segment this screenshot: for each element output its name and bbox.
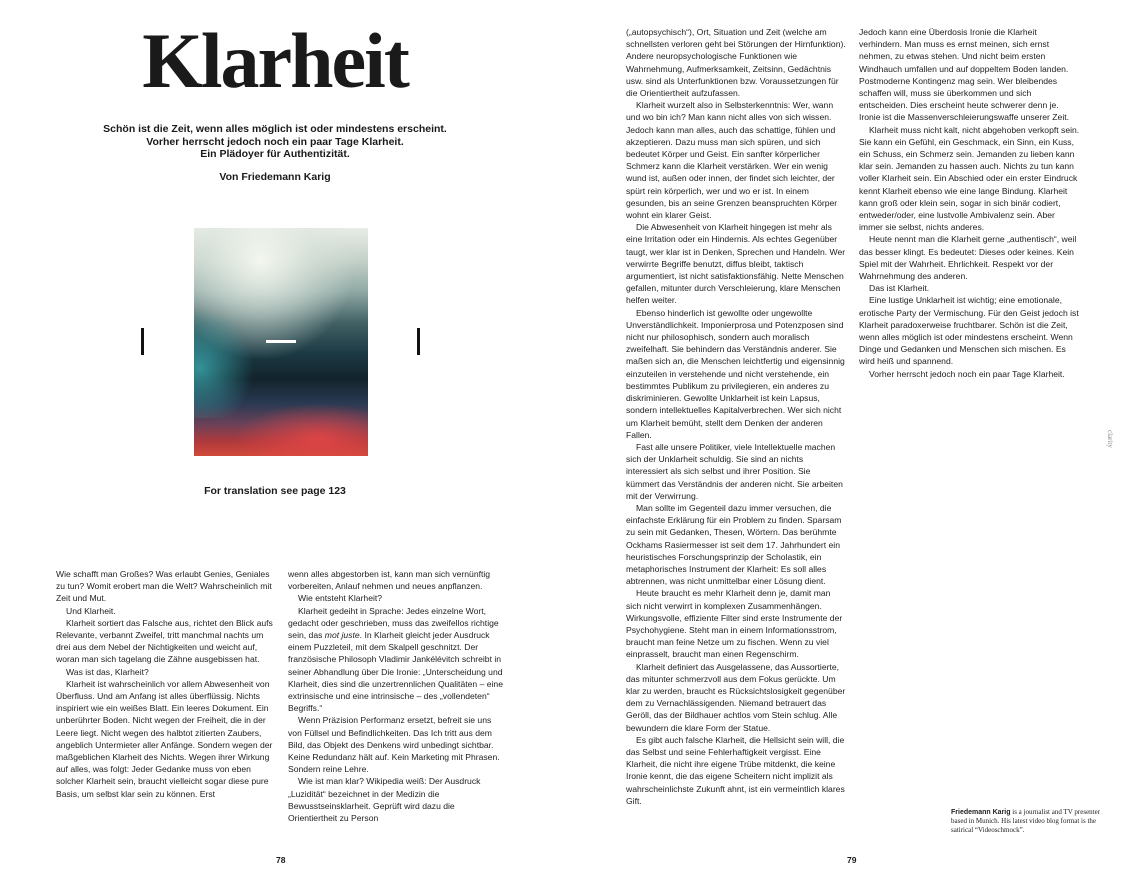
byline: Von Friedemann Karig [219,171,331,183]
paragraph: Klarheit definiert das Ausgelassene, das Aussortierte, das mitunter schmerzvoll aus dem Fokus gerückte. Um klar zu werden, braucht es Rücksichtslosigkeit gegenüber dem zu Vernachlässigenden. Niemand betrauert das Geröll, das der Bildhauer achtlos vom Stein schlug. Alle bewundern die klare Form der Statue. [626,661,846,733]
paragraph: Klarheit wurzelt also in Selbsterkenntnis: Wer, wann und wo bin ich? Man kann nicht alles von sich wissen. Jedoch kann man alles, auch das schattige, fühlen und akzeptieren. Dazu muss man sich spüren, und sich bedeutet Körper und Geist. Ein sanfter körperlicher Schmerz kann die Klarheit verstärken. Wer ein wenig wund ist, außen oder innen, der findet sich leichter, der spürt rein körperlich, wer und wo er ist. In einem gesunden, bis an seine Grenzen beanspruchten Körper wohnt ein klarer Geist. [626,100,838,221]
paragraph: Klarheit gedeiht in Sprache: Jedes einzelne Wort, gedacht oder geschrieben, muss das zweifellos richtige sein, das mot juste. In Klarheit gleicht jeder Ausdruck einem Puzzleteil, mit dem Skalpell geschnitzt. Der französische Philosoph Vladimir Jankélévitch schreibt in seiner Abhandlung über Die Ironie: „Unterscheidung und Klarheit, dies sind die unzertrennlichen Qualitäten – eine extrinsische und eine intrinsische – des „vollendeten“ Begriffs.“ [288,605,503,714]
page-number-left: 78 [276,855,286,865]
article-lede [100,123,450,161]
author-bio-text: is a journalist and TV presenter based in Munich. His latest video blog format is the satirical “Videoschmock”. [951,808,1101,834]
paragraph: Klarheit sortiert das Falsche aus, richtet den Blick aufs Relevante, verbannt Zweifel, tritt manchmal nachts um drei aus dem Nebel der Nichtigkeiten und weicht auf, woran man sich tagelang die Zähne ausgebissen hat. [56,617,273,665]
side-tag: clarity [1106,430,1114,448]
left-column-1 [56,568,274,800]
paragraph: Man sollte im Gegenteil dazu immer versuchen, die einfachste Erklärung für ein Problem zu finden. Sparsam zu sein mit Gedanken, Thesen, Wörtern. Das berühmte Ockhams Rasiermesser ist seit dem 17. Jahrhundert ein heuristisches Forschungsprinzip der Scholastik, ein metaphorisches Instrument der Klarheit: Es soll alles abtrennen, was nicht unmittelbar einer Lösung dient. [626,502,842,587]
paragraph: Fast alle unsere Politiker, viele Intellektuelle machen sich der Unklarheit schuldig. Sie sind an nichts interessiert als sich selbst und ihrer Position. Sie kümmert das Verständnis der anderen nicht. Sie arbeiten mit der Verwirrung. [626,441,843,501]
emphasis: mot juste [324,630,360,641]
lede-line: Ein Plädoyer für Authentizität. [200,148,350,160]
page-number-right: 79 [847,855,857,865]
paragraph: Und Klarheit. [66,605,116,616]
paragraph: Was ist das, Klarheit? [66,666,149,677]
right-column-2 [859,26,1081,380]
paragraph: Heute nennt man die Klarheit gerne „authentisch“, weil das besser klingt. Es bedeutet: Dieses oder keines. Kein Spiel mit der Wahrheit. Ehrlichkeit. Respekt vor der Wahrnehmung des anderen. [859,234,1077,282]
paragraph: Eine lustige Unklarheit ist wichtig; eine emotionale, erotische Party der Vermischung. Für den Geist jedoch ist Klarheit paradoxerweise fruchtbarer. Schön ist die Zeit, wenn alles möglich ist oder mindestens erscheint. Wenn Dinge und Gedanken und Menschen sich mischen. Es wird heiß und spannend. [859,295,1079,367]
paragraph: Klarheit ist wahrscheinlich vor allem Abwesenheit von Überfluss. Und am Anfang ist alles überflüssig. Nichts inspiriert wie ein weißes Blatt. Ein leeres Dokument. Ein unberührter Boden. Nicht wegen der Freiheit, die in der Leere liegt. Nicht wegen des halbtot zitierten Zaubers, angeblich Untermieter aller Anfänge. Sondern wegen der maßgeblichen Klarheit des Nichts. Wegen ihrer Wirkung auf alles, was folgt: Jeder Gedanke muss von eben solcher Klarheit sein, braucht vielleicht sogar diese pure Basis, um selbst klar sein zu können. Erst [56,678,273,799]
paragraph: Wenn Präzision Performanz ersetzt, befreit sie uns von Füllsel und Befindlichkeiten. Das Ich tritt aus dem Bild, das Objekt des Denkens wird unbedingt sichtbar. Keine Redundanz hält auf. Kein Marketing mit Phrasen. Sondern reine Lehre. [288,715,500,775]
vertical-bar-right [417,328,420,355]
paragraph: Jedoch kann eine Überdosis Ironie die Klarheit verhindern. Man muss es ernst meinen, sich ernst nehmen, zu etwas stehen. Und nicht beim ersten Windhauch umfallen und auf doppeltem Boden landen. Postmoderne Kontingenz mag sein. Wer bleibendes schaffen will, muss sie überkommen und sich entscheiden. Dies erscheint heute schwerer denn je. Ironie ist die Massenverschleierungswaffe unserer Zeit. [859,27,1070,123]
left-column-2 [288,568,506,824]
paragraph: Wie entsteht Klarheit? [298,593,383,604]
paragraph: wenn alles abgestorben ist, kann man sich vernünftig vorbereiten, Anlauf nehmen und neues anpflanzen. [288,569,491,592]
lede-line: Schön ist die Zeit, wenn alles möglich ist oder mindestens erscheint. [103,123,447,135]
right-column-1 [626,26,846,807]
paragraph: Die Abwesenheit von Klarheit hingegen ist mehr als eine Irritation oder ein Hindernis. Als echtes Gegenüber taugt, wer klar ist in Denken, Sprechen und Handeln. Wer verwirrte Begriffe benutzt, diffus bleibt, taktisch argumentiert, ist nicht satisfaktionsfähig. Nette Menschen gefallen, mitunter durch Verschleierung, klare Menschen helfen weiter. [626,222,846,306]
paragraph: Wie schafft man Großes? Was erlaubt Genies, Geniales zu tun? Womit erobert man die Welt? Wahrscheinlich mit Zeit und Mut. [56,569,272,604]
paragraph: Klarheit muss nicht kalt, nicht abgehoben verkopft sein. Sie kann ein Gefühl, ein Geschmack, ein Sinn, ein Kuss, ein Schuss, ein Schmerz sein. Jemanden zu lieben kann klar sein. Jemanden zu hassen auch. Nichts zu tun kann voller Klarheit sein. Ein Abschied oder ein erster Eindruck kennt Klarheit ebenso wie eine lange Bindung. Klarheit kann groß oder klein sein, sogar in sich binär codiert, entweder/oder, eine lustvolle Ambivalenz sein. Aber immer sie selbst, nichts anderes. [859,124,1080,233]
lede-line: Vorher herrscht jedoch noch ein paar Tage Klarheit. [146,135,404,148]
author-name: Friedemann Karig [951,809,1011,816]
article-title: Klarheit [142,17,408,104]
paragraph: Ebenso hinderlich ist gewollte oder ungewollte Unverständlichkeit. Imponierprosa und Potenzposen sind nicht nur philosophisch, sondern auch moralisch zweifelhaft. Sie behindern das Verständnis anderer. Sie maßen sich an, die Menschen leichtfertig und eigensinnig einzuteilen in verstehende und nicht verstehende, ein bestimmtes Publikum zu privilegieren, ein anderes zu diskriminieren. Gewollte Unklarheit ist kein Lapsus, sondern intellektuelles Kapitalverbrechen. Wer sich nicht um Klarheit bemüht, stellt dem Denken der anderen Fallen. [626,307,845,440]
paragraph: Vorher herrscht jedoch noch ein paar Tage Klarheit. [869,368,1065,379]
vertical-bar-left [141,328,144,355]
article-photo [194,228,368,456]
paragraph: Das ist Klarheit. [869,283,930,294]
photo-dash-mark [266,340,296,343]
paragraph: Heute braucht es mehr Klarheit denn je, damit man sich nicht verwirrt in komplexen Zusammenhängen. Wirkungsvolle, effiziente Filter sind erste Instrumente der Psychohygiene. Steht man in einem Informationsstrom, braucht man feine Netze um zu fischen. Wenn zu viel einprasselt, braucht man einen Regenschirm. [626,588,843,660]
paragraph: („autopsychisch“), Ort, Situation und Zeit (welche am schnellsten verloren geht bei Störungen der Hirnfunktion). Andere neuropsychologische Funktionen wie Wahrnehmung, Aufmerksamkeit, Zeitsinn, Gedächtnis usw. sind als Unterfunktionen bzw. Voraussetzungen für die Orientiertheit aufzufassen. [626,27,846,99]
translation-note: For translation see page 123 [204,485,346,497]
right-page [567,0,1134,879]
paragraph: Wie ist man klar? Wikipedia weiß: Der Ausdruck „Luzidität“ bezeichnet in der Medizin die Bewusstseinsklarheit. Geprüft wird dazu die Orientiertheit zu Person [288,776,481,824]
paragraph: Es gibt auch falsche Klarheit, die Hellsicht sein will, die das Selbst und seine Fehlerhaftigkeit vergisst. Eine Klarheit, die nicht ihre eigene Trübe mitdenkt, die keine Ironie kennt, die das eigene Scheitern nicht implizit als wahrscheinlichste Zukunft ahnt, ist ein vermeintlich klares Gift. [626,734,845,806]
author-bio [951,808,1101,835]
